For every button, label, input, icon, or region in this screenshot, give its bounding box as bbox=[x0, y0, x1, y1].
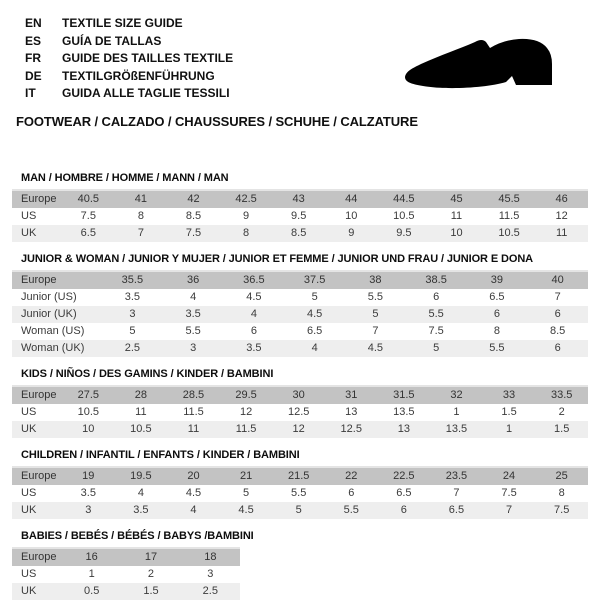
row-label: UK bbox=[21, 422, 37, 435]
language-code: DE bbox=[25, 68, 42, 83]
row-label: Europe bbox=[21, 273, 57, 286]
size-cell: 29.5 bbox=[235, 388, 257, 401]
size-cell: 10 bbox=[82, 422, 95, 435]
size-cell: 32 bbox=[450, 388, 463, 401]
size-cell: 8 bbox=[243, 226, 250, 239]
row-label: Woman (UK) bbox=[21, 341, 85, 354]
size-cell: 1 bbox=[505, 422, 513, 435]
size-cell: 18 bbox=[204, 550, 217, 563]
size-cell: 13 bbox=[397, 422, 410, 435]
row-label: Woman (US) bbox=[21, 324, 85, 337]
size-cell: 22 bbox=[345, 469, 358, 482]
size-cell: 1.5 bbox=[554, 422, 570, 435]
size-cell: 0.5 bbox=[84, 584, 100, 597]
size-cell: 8.5 bbox=[549, 324, 566, 337]
size-cell: 42 bbox=[187, 192, 200, 205]
size-cell: 13.5 bbox=[393, 405, 415, 418]
size-cell: 2 bbox=[558, 405, 565, 418]
size-cell: 38 bbox=[369, 273, 382, 286]
size-cell: 3.5 bbox=[124, 290, 141, 303]
size-cell: 31.5 bbox=[393, 388, 415, 401]
size-cell: 5.5 bbox=[489, 341, 505, 354]
size-cell: 42.5 bbox=[235, 192, 257, 205]
table-row bbox=[12, 467, 588, 485]
table-row bbox=[12, 566, 240, 583]
size-cell: 31 bbox=[345, 388, 358, 401]
row-label: US bbox=[21, 486, 37, 499]
section-title: BABIES / BEBÉS / BÉBÉS / BABYS /BAMBINI bbox=[21, 529, 254, 542]
size-cell: 7 bbox=[372, 324, 379, 337]
size-cell: 30 bbox=[292, 388, 305, 401]
size-cell: 11 bbox=[450, 209, 463, 222]
size-cell: 35.5 bbox=[121, 273, 144, 286]
row-label: UK bbox=[21, 584, 37, 597]
size-cell: 7 bbox=[505, 503, 513, 516]
section-children bbox=[12, 449, 588, 519]
language-label: GUIDE DES TAILLES TEXTILE bbox=[62, 51, 234, 65]
language-code: ES bbox=[25, 33, 42, 48]
row-label: Junior (UK) bbox=[21, 307, 77, 320]
size-cell: 11.5 bbox=[498, 209, 520, 222]
size-cell: 36.5 bbox=[243, 273, 265, 286]
table-row bbox=[12, 323, 588, 340]
row-label: US bbox=[21, 209, 37, 222]
size-cell: 44.5 bbox=[393, 192, 415, 205]
size-cell: 4.5 bbox=[246, 290, 262, 303]
size-cell: 39 bbox=[490, 273, 503, 286]
size-cell: 9.5 bbox=[396, 226, 412, 239]
row-label: Junior (US) bbox=[21, 290, 77, 303]
size-cell: 8.5 bbox=[291, 226, 307, 239]
size-cell: 3.5 bbox=[80, 486, 96, 499]
size-cell: 21 bbox=[239, 469, 253, 482]
size-cell: 7.5 bbox=[428, 324, 444, 337]
size-cell: 6 bbox=[250, 324, 257, 337]
size-cell: 22.5 bbox=[393, 469, 415, 482]
table-row bbox=[12, 289, 588, 306]
size-table-children bbox=[12, 466, 588, 519]
table-row bbox=[12, 340, 588, 357]
size-cell: 5.5 bbox=[428, 307, 444, 320]
section-title: MAN / HOMBRE / HOMME / MANN / MAN bbox=[21, 171, 229, 184]
size-cell: 8.5 bbox=[185, 209, 202, 222]
size-cell: 3.5 bbox=[185, 307, 201, 320]
size-cell: 8 bbox=[137, 209, 144, 222]
size-cell: 40 bbox=[551, 273, 564, 286]
size-cell: 9 bbox=[243, 209, 250, 222]
size-table-host bbox=[12, 385, 588, 438]
size-cell: 33 bbox=[502, 388, 516, 401]
size-cell: 4.5 bbox=[367, 341, 384, 354]
size-cell: 10.5 bbox=[130, 422, 152, 435]
size-cell: 5 bbox=[372, 307, 379, 320]
size-cell: 24 bbox=[502, 469, 516, 482]
size-cell: 17 bbox=[144, 550, 158, 563]
size-cell: 6.5 bbox=[396, 486, 412, 499]
size-cell: 33.5 bbox=[550, 388, 573, 401]
table-row bbox=[12, 485, 588, 502]
table-row bbox=[12, 421, 588, 438]
row-label: US bbox=[21, 567, 37, 580]
table-row bbox=[12, 306, 588, 323]
size-cell: 5.5 bbox=[343, 503, 359, 516]
row-label: Europe bbox=[21, 192, 57, 205]
size-cell: 3 bbox=[207, 567, 214, 580]
size-cell: 1 bbox=[453, 405, 460, 418]
size-cell: 2.5 bbox=[202, 584, 218, 597]
size-table-man bbox=[12, 189, 588, 242]
size-cell: 1.5 bbox=[143, 584, 159, 597]
size-cell: 38.5 bbox=[425, 273, 447, 286]
size-cell: 44 bbox=[345, 192, 358, 205]
size-cell: 6 bbox=[554, 307, 561, 320]
language-label: TEXTILGRÖßENFÜHRUNG bbox=[62, 68, 215, 83]
size-cell: 5 bbox=[433, 341, 440, 354]
size-cell: 4 bbox=[190, 290, 197, 303]
size-cell: 4.5 bbox=[306, 307, 323, 320]
size-cell: 7.5 bbox=[80, 209, 96, 222]
size-cell: 5 bbox=[295, 503, 302, 516]
size-cell: 16 bbox=[85, 550, 98, 563]
size-cell: 8 bbox=[493, 324, 500, 337]
language-code: FR bbox=[25, 51, 41, 65]
table-row bbox=[12, 583, 240, 600]
size-cell: 7.5 bbox=[185, 226, 202, 239]
size-cell: 7.5 bbox=[554, 503, 570, 516]
section-title: KIDS / NIÑOS / DES GAMINS / KINDER / BAMBINI bbox=[21, 367, 274, 380]
size-cell: 6 bbox=[493, 307, 500, 320]
size-cell: 11.5 bbox=[235, 422, 257, 435]
size-cell: 13.5 bbox=[445, 422, 468, 435]
size-cell: 12 bbox=[239, 405, 253, 418]
section-babies bbox=[12, 530, 588, 600]
size-cell: 19.5 bbox=[130, 469, 152, 482]
size-cell: 10.5 bbox=[77, 405, 99, 418]
size-cell: 19 bbox=[82, 469, 95, 482]
size-cell: 1.5 bbox=[501, 405, 517, 418]
size-cell: 2 bbox=[147, 567, 155, 580]
size-cell: 9.5 bbox=[291, 209, 307, 222]
size-cell: 36 bbox=[187, 273, 200, 286]
language-label: TEXTILE SIZE GUIDE bbox=[62, 16, 183, 30]
size-cell: 7.5 bbox=[501, 486, 517, 499]
size-cell: 27.5 bbox=[77, 388, 99, 401]
size-cell: 3 bbox=[85, 503, 92, 516]
size-cell: 3 bbox=[190, 341, 197, 354]
size-cell: 45.5 bbox=[498, 192, 520, 205]
row-label: Europe bbox=[21, 388, 57, 401]
size-cell: 11 bbox=[187, 422, 200, 435]
size-cell: 41 bbox=[134, 192, 148, 205]
size-cell: 3.5 bbox=[246, 341, 262, 354]
size-cell: 40.5 bbox=[77, 192, 99, 205]
section-title: CHILDREN / INFANTIL / ENFANTS / KINDER / BAMBINI bbox=[21, 448, 300, 461]
table-row bbox=[12, 548, 240, 566]
size-cell: 45 bbox=[450, 192, 463, 205]
row-label: US bbox=[21, 405, 37, 418]
size-cell: 13 bbox=[345, 405, 358, 418]
section-kids bbox=[12, 368, 588, 438]
size-cell: 43 bbox=[292, 192, 305, 205]
size-cell: 12.5 bbox=[287, 405, 310, 418]
size-table-junior-woman bbox=[12, 270, 588, 357]
size-cell: 6 bbox=[400, 503, 407, 516]
size-cell: 3 bbox=[129, 307, 136, 320]
size-cell: 20 bbox=[187, 469, 200, 482]
size-cell: 5.5 bbox=[367, 290, 384, 303]
category-heading: FOOTWEAR / CALZADO / CHAUSSURES / SCHUHE / CALZATURE bbox=[16, 113, 418, 129]
size-cell: 6 bbox=[433, 290, 440, 303]
row-label: UK bbox=[21, 503, 37, 516]
section-man bbox=[12, 172, 588, 242]
size-cell: 5.5 bbox=[185, 324, 201, 337]
size-cell: 6.5 bbox=[306, 324, 323, 337]
size-cell: 28.5 bbox=[182, 388, 205, 401]
size-cell: 10 bbox=[345, 209, 358, 222]
size-cell: 5 bbox=[311, 290, 318, 303]
table-row bbox=[12, 404, 588, 421]
size-cell: 37.5 bbox=[303, 273, 326, 286]
size-cell: 28 bbox=[134, 388, 148, 401]
size-cell: 2.5 bbox=[124, 341, 141, 354]
size-cell: 23.5 bbox=[445, 469, 468, 482]
table-row bbox=[12, 208, 588, 225]
size-cell: 6.5 bbox=[448, 503, 465, 516]
size-cell: 6 bbox=[348, 486, 355, 499]
section-title: JUNIOR & WOMAN / JUNIOR Y MUJER / JUNIOR ET FEMME / JUNIOR UND FRAU / JUNIOR E DONA bbox=[21, 252, 534, 265]
size-table-babies bbox=[12, 547, 240, 600]
size-cell: 9 bbox=[348, 226, 355, 239]
size-cell: 7 bbox=[453, 486, 460, 499]
dress-shoe-icon bbox=[398, 26, 574, 98]
language-code: IT bbox=[25, 86, 36, 100]
size-cell: 6 bbox=[554, 341, 561, 354]
size-table-host bbox=[12, 466, 588, 519]
table-row bbox=[12, 190, 588, 208]
row-label: Europe bbox=[21, 469, 57, 482]
size-table-host bbox=[12, 547, 588, 600]
size-cell: 46 bbox=[555, 192, 568, 205]
language-code: EN bbox=[25, 16, 42, 30]
size-cell: 11 bbox=[555, 226, 568, 239]
size-cell: 4 bbox=[190, 503, 197, 516]
size-table-kids bbox=[12, 385, 588, 438]
size-cell: 1 bbox=[88, 567, 95, 580]
size-cell: 6.5 bbox=[80, 226, 96, 239]
table-row bbox=[12, 225, 588, 242]
language-label: GUIDA ALLE TAGLIE TESSILI bbox=[62, 86, 230, 100]
size-cell: 6.5 bbox=[489, 290, 505, 303]
size-cell: 25 bbox=[555, 469, 568, 482]
table-row bbox=[12, 386, 588, 404]
size-cell: 7 bbox=[137, 226, 144, 239]
size-cell: 4 bbox=[137, 486, 144, 499]
size-cell: 10.5 bbox=[393, 209, 415, 222]
size-cell: 11.5 bbox=[183, 405, 204, 418]
size-cell: 12 bbox=[555, 209, 568, 222]
size-cell: 21.5 bbox=[287, 469, 310, 482]
size-cell: 11 bbox=[135, 405, 147, 418]
table-row bbox=[12, 502, 588, 519]
size-table-host bbox=[12, 270, 588, 357]
size-cell: 3.5 bbox=[133, 503, 149, 516]
size-cell: 12.5 bbox=[340, 422, 362, 435]
row-label: Europe bbox=[21, 550, 57, 563]
size-cell: 5 bbox=[129, 324, 136, 337]
size-cell: 4.5 bbox=[185, 486, 202, 499]
size-cell: 8 bbox=[558, 486, 565, 499]
size-cell: 4.5 bbox=[238, 503, 254, 516]
size-cell: 4 bbox=[311, 341, 318, 354]
table-row bbox=[12, 271, 588, 289]
size-cell: 10.5 bbox=[498, 226, 520, 239]
size-cell: 7 bbox=[554, 290, 561, 303]
language-label: GUÍA DE TALLAS bbox=[62, 33, 162, 48]
size-cell: 5 bbox=[243, 486, 250, 499]
row-label: UK bbox=[21, 226, 37, 239]
size-cell: 5.5 bbox=[291, 486, 307, 499]
size-cell: 12 bbox=[292, 422, 305, 435]
size-cell: 10 bbox=[450, 226, 463, 239]
section-junior-woman bbox=[12, 253, 588, 357]
size-cell: 4 bbox=[250, 307, 257, 320]
size-table-host bbox=[12, 189, 588, 242]
